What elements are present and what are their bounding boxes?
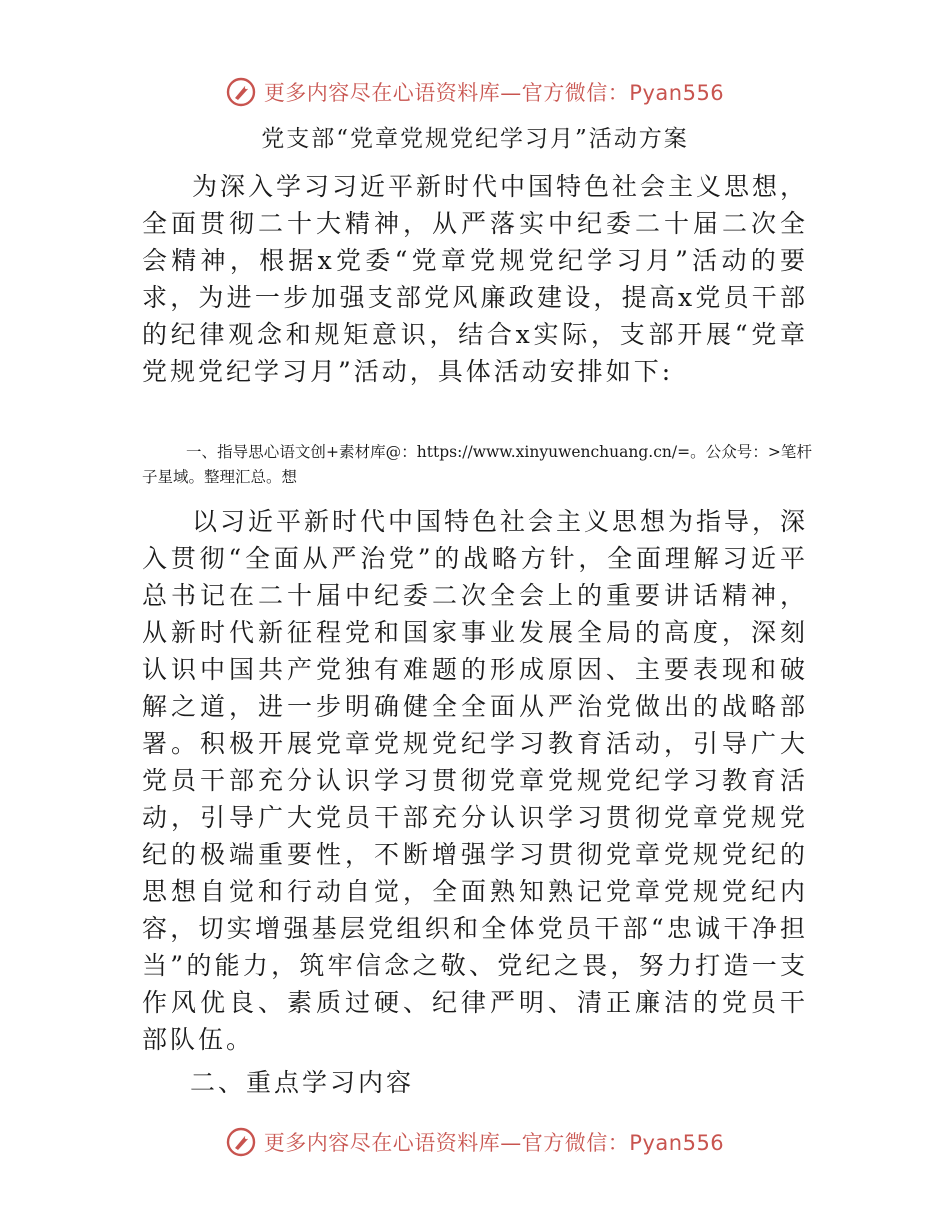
section1-heading: 一、指导思心语文创+素材库@：https://www.xinyuwenchuang.cn/=。公众号：>笔杆子星域。整理汇总。想 — [142, 443, 812, 486]
section2-heading: 二、重点学习内容 — [190, 1068, 415, 1097]
intro-paragraph: 为深入学习习近平新时代中国特色社会主义思想，全面贯彻二十大精神，从严落实中纪委二十届二次全会精神，根据x党委“党章党规党纪学习月”活动的要求，为进一步加强支部党风廉政建设，提高x党员干部的纪律观念和规矩意识，结合x实际，支部开展“党章党规党纪学习月”活动，具体活动安排如下: — [142, 172, 809, 386]
document-title: 党支部“党章党规党纪学习月”活动方案 — [261, 126, 689, 152]
pen-nib-logo-icon — [226, 1127, 256, 1157]
watermark-text: 更多内容尽在心语资料库—官方微信：Pyan556 — [263, 1131, 725, 1155]
footer-watermark-banner — [0, 1122, 950, 1162]
watermark-text: 更多内容尽在心语资料库—官方微信：Pyan556 — [263, 81, 725, 105]
section1-paragraph: 以习近平新时代中国特色社会主义思想为指导，深入贯彻“全面从严治党”的战略方针，全面理解习近平总书记在二十届中纪委二次全会上的重要讲话精神，从新时代新征程党和国家事业发展全局的高度，深刻认识中国共产党独有难题的形成原因、主要表现和破解之道，进一步明确健全全面从严治党做出的战略部署。积极开展党章党规党纪学习教育活动，引导广大党员干部充分认识学习贯彻党章党规党纪学习教育活动，引导广大党员干部充分认识学习贯彻党章党规党纪的极端重要性，不断增强学习贯彻党章党规党纪的思想自觉和行动自觉，全面熟知熟记党章党规党纪内容，切实增强基层党组织和全体党员干部“忠诚干净担当”的能力，筑牢信念之敬、党纪之畏，努力打造一支作风优良、素质过硬、纪律严明、清正廉洁的党员干部队伍。 — [142, 507, 809, 1054]
pen-nib-logo-icon — [226, 77, 256, 107]
header-watermark-banner — [0, 72, 950, 112]
